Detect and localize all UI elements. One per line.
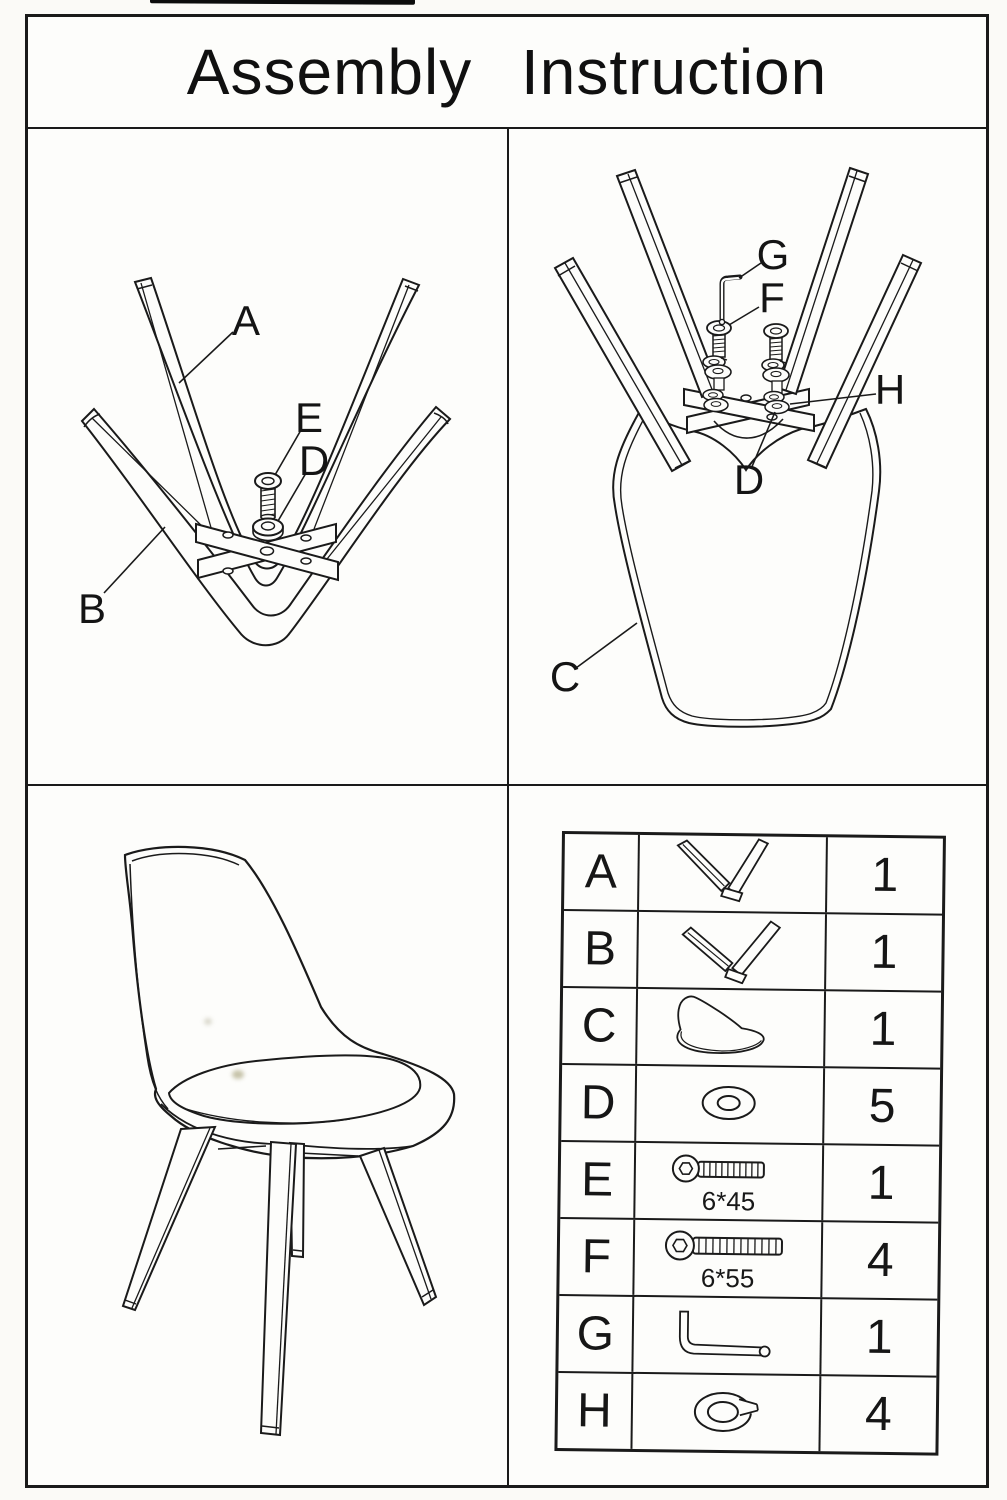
flat-washer-icon	[636, 1066, 825, 1143]
parts-row-G	[558, 1294, 937, 1376]
assembled-chair-drawing	[28, 786, 507, 1485]
scan-smudge	[204, 1018, 212, 1025]
parts-row-A	[564, 834, 943, 914]
label-B: B	[77, 585, 107, 632]
part-qty: 1	[869, 1002, 897, 1057]
assembled-chair-panel	[28, 786, 507, 1485]
parts-list-panel	[509, 786, 986, 1485]
part-letter: E	[560, 1142, 636, 1218]
leg-frame-a-icon	[639, 835, 828, 912]
label-A: A	[231, 297, 261, 344]
leg-frame-b-icon	[638, 912, 827, 989]
part-qty: 5	[868, 1079, 896, 1134]
allen-key-icon	[633, 1297, 822, 1374]
parts-row-C	[562, 986, 941, 1068]
part-letter: G	[558, 1296, 634, 1372]
leg-frame-exploded-panel	[28, 131, 507, 784]
part-letter: H	[557, 1373, 633, 1449]
seat-shell-icon	[637, 989, 826, 1066]
instruction-sheet	[25, 14, 989, 1488]
bolt-size-label: 6*55	[700, 1262, 755, 1294]
label-H: H	[874, 366, 906, 413]
part-letter: F	[559, 1219, 635, 1295]
parts-row-E	[560, 1140, 939, 1222]
part-qty: 4	[864, 1387, 893, 1442]
bolt-size-label: 6*45	[701, 1185, 756, 1217]
parts-table	[554, 831, 946, 1456]
parts-row-B	[563, 909, 942, 991]
part-letter: C	[562, 988, 638, 1064]
label-F: F	[759, 274, 785, 321]
leg-frame-exploded-drawing	[28, 131, 507, 784]
socket-bolt-655-icon	[634, 1220, 823, 1297]
label-E: E	[294, 394, 324, 441]
part-qty: 1	[865, 1310, 894, 1365]
part-letter: B	[563, 911, 639, 987]
title-box	[28, 17, 986, 129]
seat-attachment-exploded-panel	[509, 131, 986, 784]
parts-row-F	[559, 1217, 938, 1299]
part-qty: 4	[866, 1233, 894, 1288]
label-C: C	[549, 653, 581, 700]
socket-bolt-645-icon	[635, 1143, 824, 1220]
scan-artifact	[150, 0, 415, 5]
label-G: G	[756, 231, 790, 278]
scan-smudge	[232, 1070, 244, 1079]
part-qty: 1	[870, 925, 898, 980]
spring-washer-icon	[632, 1374, 821, 1451]
label-D: D	[298, 437, 330, 484]
part-letter: D	[561, 1065, 637, 1141]
parts-row-D	[561, 1063, 940, 1145]
label-D2: D	[733, 456, 765, 503]
page-title: Assembly Instruction	[186, 36, 828, 108]
part-letter: A	[564, 834, 640, 910]
parts-row-H	[557, 1371, 936, 1453]
part-qty: 1	[871, 848, 899, 903]
part-qty: 1	[867, 1156, 895, 1211]
